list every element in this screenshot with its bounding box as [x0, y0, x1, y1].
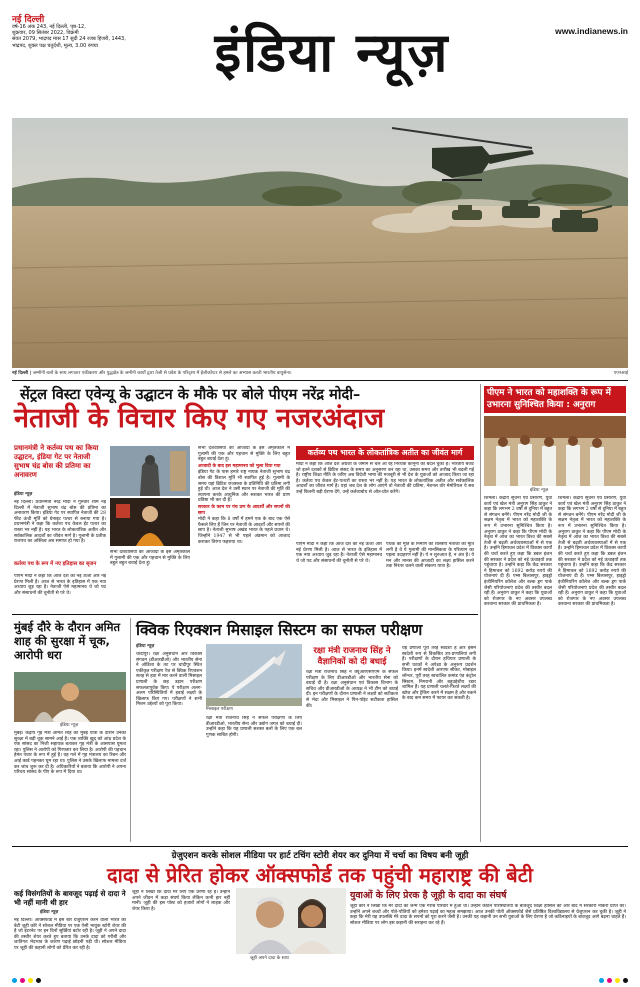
lead-body-1: नई दिल्ली। प्रधानमंत्री नरेंद्र मोदी ने गुरुवार शाम नई दिल्ली में नेताजी सुभाष चंद्र बोस की प्रतिमा का अनावरण किया। इंडिया गेट पर स्थापित नेताजी की 28 फीट ऊंची मूर्ति को ग्रेनाइट पत्थर से बनाया गया है। प्रधानमंत्री ने कहा कि कर्तव्य पथ केवल ईंट पत्थर का रास्ता भर नहीं है। यह भारत के लोकतांत्रिक अतीत और सर्वकालिक आदर्शों का जीवंत मार्ग है। गुलामी के प्रतीक राजपथ का अस्तित्व अब समाप्त हो गया है।: [14, 500, 106, 545]
reg-dot: [599, 978, 604, 983]
juhi-body: नई दिल्ली। ऑक्सफोर्ड में इस बार ग्रेजुएशन करने वाली भारत की बेटी जूही कोरे ने सोशल मीडिया पर एक ऐसी भावुक स्टोरी शेयर की है जो इंटरनेट पर इन दिनों सुर्खियां बटोर रही है। जूही ने अपने दादा की तस्वीर शेयर करते हुए बताया कि उनके दादा को गरीबी और जातिगत भेदभाव के कारण पढ़ाई छोड़नी पड़ी थी। सोशल मीडिया पर जूही की कहानी लोगों को प्रेरित कर रही है।: [14, 918, 126, 951]
missile-sidebar-body: रक्षा मंत्री राजनाथ सिंह ने क्यूआरएसएएम के सफल परीक्षण के लिए डीआरडीओ और भारतीय सेना को बधाई दी है। रक्षा अनुसंधान एवं विकास विभाग के सचिव और डीआरडीओ के अध्यक्ष ने भी टीम को बधाई दी। इन परीक्षणों के दौरान प्रणाली ने लक्ष्यों को सटीकता से भेदा और मिसाइल ने पिन-पॉइंट सटीकता हासिल की।: [306, 670, 398, 709]
quote-box-body: मोदी ने कहा कि आज देश अंग्रेजों के जमाने से चले आ रहे निरर्थक कानूनों को बदल चुका है। भारतीय बजट जो इतने दशकों से ब्रिटिश संसद के समय का अनुसरण कर रहा था, उसका समय और तारीख भी बदली गई है। राष्ट्रीय शिक्षा नीति के जरिए अब विदेशी भाषा की मजबूरी से भी देश के युवाओं को आजाद किया जा रहा है। कर्तव्य पथ केवल ईंट-पत्थरों का रास्ता भर नहीं है। यह भारत के लोकतांत्रिक अतीत और सर्वकालिक आदर्शों का जीवंत मार्ग है। यहां जब देश के लोग आएंगे तो नेताजी की प्रतिमा, नेशनल वॉर मेमोरियल ये सब उन्हें कितनी बड़ी प्रेरणा देंगे, उन्हें कर्तव्यबोध से ओत-प्रोत करेंगे।: [296, 462, 474, 495]
juhi-box-title: युवाओं के लिए प्रेरक है जूही के दादा का संघर्ष: [350, 890, 507, 901]
reg-dot: [36, 978, 41, 983]
meta-line-3: संवत 2079, भाद्रपद मास 17 सुदी 24 रजब हिजरी, 1443,: [12, 36, 126, 43]
lead-body-5: मोदी ने कहा कि 8 वर्षों में हमने एक के बाद एक ऐसे फैसले लिए हैं जिन पर नेताजी के आदर्शों और सपनों की छाप है। नेताजी सुभाष अखंड भारत के पहले प्रधान थे। जिन्होंने 1947 से भी पहले अंडमान को आजाद कराकर तिरंगा फहराया था।: [198, 517, 290, 545]
divider: [12, 380, 628, 381]
meta-line-4: भाद्रपद, शुक्ल पक्ष चतुर्दशी, मूल्य, 3.00 रुपया: [12, 42, 98, 49]
lead-photo-pm-modi: [110, 498, 190, 546]
lead-body-3: सभी देशवासियों को आजादी के इस अमृतकाल में गुलामी की एक और पहचान से मुक्ति के लिए बहुत बहुत बधाई देता हूं।: [110, 550, 190, 567]
masthead-website[interactable]: www.indianews.in: [555, 26, 628, 36]
lead-kicker: सेंट्रल विस्टा एवेन्यू के उद्घाटन के मौके पर बोले पीएम नरेंद्र मोदी–: [20, 387, 361, 403]
exercise-scene: [12, 118, 628, 368]
lead-body-3-cont: सभी देशवासियों को आजादी के इस अमृतकाल में गुलामी की एक और पहचान से मुक्ति के लिए बहुत बहुत बधाई देता हूं।: [198, 446, 290, 463]
amit-shah-photo: [14, 672, 126, 722]
column-rule: [130, 618, 131, 842]
juhi-headline: दादा से प्रेरित होकर ऑक्सफोर्ड तक पहुंची महाराष्ट्र की बेटी: [107, 863, 533, 887]
masthead-meta: [12, 24, 182, 49]
caption-text: जम्मीनी बलों के साथ लगातार एकीकरण और युद्धक्षेत्र के जमीनी कार्यों द्वारा तेजी से प्रवेश के परिदृश्य में हेलीकॉप्टर से हमले का अभ्यास करती भारतीय वायुसेना।: [32, 371, 292, 376]
amit-shah-body: मुंबई। केंद्रीय गृह मंत्री अमित शाह की मुंबई यात्रा के दौरान उनकी सुरक्षा में बड़ी चूक सामने आई है। एक व्यक्ति खुद को आंध्र प्रदेश के एक सांसद का निजी सहायक बताकर गृह मंत्री के आसपास घूमता रहा। पुलिस ने आरोपी को गिरफ्तार कर लिया है। आरोपी की पहचान हेमंत पवार के रूप में हुई है। वह गले में गृह मंत्रालय का रिबन और आई कार्ड पहनकर घूम रहा था। पुलिस ने उसके खिलाफ मामला दर्ज कर जांच शुरू कर दी है। अधिकारियों ने बताया कि आरोपी ने अपना परिचय सांसद के पीए के रूप में दिया था।: [14, 731, 126, 776]
reg-dot: [615, 978, 620, 983]
quote-box-right: पंथक की मूर्ति के निर्माण को शास्त्रीय नेताजी की मूर्ति लगी है वे ये गुलामी की मानसिकता के परित्याग का पहला उदाहरण नहीं है। ये न शुरुआत है, न अंत है। ये मन और मानस की आजादी का लक्ष्य हासिल करने तक निरंतर चलने वाली संकल्प यात्रा है।: [386, 542, 474, 570]
right-headline: पीएम ने भारत को महाशक्ति के रूप में उभारना सुनिश्चित किया : अनुराग: [484, 386, 626, 413]
missile-byline: इंडिया न्यूज़: [136, 644, 155, 649]
right-body: शिमला। केंद्रीय सूचना एवं प्रसारण, युवा कार्य एवं खेल मंत्री अनुराग सिंह ठाकुर ने कहा कि लगभग 2 वर्षों से दुनिया में बहुत से संगठन बनेंगे। पीएम नरेंद्र मोदी जी के सक्षम नेतृत्व में भारत को महाशक्ति के रूप में उभारना सुनिश्चित किया है। अनुराग ठाकुर ने कहा कि पीएम मोदी के नेतृत्व में आज का भारत विश्व की सबसे तेजी से बढ़ती अर्थव्यवस्थाओं में से एक है। उन्होंने हिमाचल प्रदेश में विकास कार्यों की चर्चा करते हुए कहा कि डबल इंजन की सरकार ने प्रदेश को नई ऊंचाइयों तक पहुंचाया है। उन्होंने कहा कि केंद्र सरकार ने हिमाचल को 1692 करोड़ रुपये की योजनाएं दी हैं। एम्स बिलासपुर, हाइड्रो इंजीनियरिंग कॉलेज और बल्क ड्रग पार्क जैसी परियोजनाएं प्रदेश की तस्वीर बदल रही हैं। अनुराग ठाकुर ने कहा कि युवाओं को रोजगार के नए अवसर उपलब्ध करवाना सरकार की प्राथमिकता है।: [484, 496, 552, 608]
reg-dot: [12, 978, 17, 983]
column-rule: [480, 618, 481, 842]
missile-launch-icon: [206, 644, 302, 706]
amit-shah-headline: मुंबई दौरे के दौरान अमित शाह की सुरक्षा में चूक, आरोपी धरा: [14, 620, 121, 662]
right-body-col2: शिमला। केंद्रीय सूचना एवं प्रसारण, युवा कार्य एवं खेल मंत्री अनुराग सिंह ठाकुर ने कहा कि लगभग 2 वर्षों से दुनिया में बहुत से संगठन बनेंगे। पीएम नरेंद्र मोदी जी के सक्षम नेतृत्व में भारत को महाशक्ति के रूप में उभारना सुनिश्चित किया है। अनुराग ठाकुर ने कहा कि पीएम मोदी के नेतृत्व में आज का भारत विश्व की सबसे तेजी से बढ़ती अर्थव्यवस्थाओं में से एक है। उन्होंने हिमाचल प्रदेश में विकास कार्यों की चर्चा करते हुए कहा कि डबल इंजन की सरकार ने प्रदेश को नई ऊंचाइयों तक पहुंचाया है। उन्होंने कहा कि केंद्र सरकार ने हिमाचल को 1692 करोड़ रुपये की योजनाएं दी हैं। एम्स बिलासपुर, हाइड्रो इंजीनियरिंग कॉलेज और बल्क ड्रग पार्क जैसी परियोजनाएं प्रदेश की तस्वीर बदल रही हैं। अनुराग ठाकुर ने कहा कि युवाओं को रोजगार के नए अवसर उपलब्ध करवाना सरकार की प्राथमिकता है।: [558, 496, 626, 608]
juhi-photo: [236, 888, 346, 954]
juhi-kicker: ग्रेजुएशन करके सोशल मीडिया पर हार्ट टचिंग स्टोरी शेयर कर दुनिया में चर्चा का विषय बनी जूही: [171, 851, 469, 861]
amit-shah-byline: इंडिया न्यूज़: [60, 723, 79, 728]
lead-subhead-2: आजादी के बाद इस महामानव को भुला दिया गया: [198, 463, 281, 469]
reg-dot: [28, 978, 33, 983]
pm-photo-icon: [110, 498, 190, 546]
juhi-deck: कई विसंगतियों के बावजूद पढ़ाई से दादा ने भी नहीं मानी थी हार: [14, 889, 126, 907]
caption-label: नई दिल्ली |: [12, 371, 32, 376]
right-photo-caption: इंडिया न्यूज़: [530, 488, 549, 493]
quote-box-title: कर्तव्य पथ भारत के लोकतांत्रिक अतीत का जीवंत मार्ग: [296, 446, 474, 460]
missile-right-body: यह प्रणाली पूरी तरह स्वदेशी है और इसमें स्वदेशी रूप से विकसित उप-प्रणालियां लगी हैं। परीक्षणों के दौरान हथियार प्रणाली के सभी घटकों ने अपेक्षा के अनुरूप प्रदर्शन किया। इनमें स्वदेशी आरएफ सीकर, मोबाइल लॉन्चर, पूरी तरह स्वचालित कमांड एंड कंट्रोल सिस्टम, निगरानी और बहुउद्देशीय रडार शामिल हैं। यह प्रणाली चलते-फिरते लक्ष्यों की खोज और ट्रैकिंग करने में सक्षम है और रुकने के बाद कम समय में फायर कर सकती है।: [402, 646, 476, 702]
photo-credit: एएनआई: [613, 371, 628, 376]
group-photo-icon: [484, 416, 626, 486]
top-photo-helicopter-exercise: [12, 118, 628, 368]
meta-line-1: वर्ष-16 अंक 243, नई दिल्ली, पृष्ठ-12,: [12, 24, 86, 30]
lead-subhead-1: कर्तव्य पथ के रूप में नए इतिहास का सृजन: [14, 561, 97, 567]
missile-headline: क्विक रिएक्शन मिसाइल सिस्टम का सफल परीक्षण: [136, 621, 423, 639]
statue-icon: [110, 446, 190, 496]
column-rule: [480, 384, 481, 620]
lead-byline: इंडिया न्यूज़: [14, 492, 33, 497]
masthead-city: नई दिल्ली: [12, 15, 45, 25]
divider: [12, 846, 628, 847]
missile-body: चांदीपुर। रक्षा अनुसंधान और विकास संगठन (डीआरडीओ) और भारतीय सेना ने ओडिशा के तट पर चांदीपुर स्थित एकीकृत परीक्षण रेंज से क्विक रिएक्शन सतह से हवा में मार करने वाली मिसाइल प्रणाली के छह उड़ान परीक्षण सफलतापूर्वक किए। ये परीक्षण अलग-अलग परिस्थितियों में हवाई लक्ष्यों के खिलाफ किए गए। परीक्षणों ने सभी मिशन उद्देश्यों को पूरा किया।: [136, 652, 202, 708]
lead-headline: नेताजी के विचार किए गए नजरअंदाज: [14, 403, 385, 434]
amit-shah-photo-icon: [14, 672, 126, 722]
divider: [12, 614, 478, 615]
lead-deck: प्रधानमंत्री ने कर्तव्य पथ का किया उद्घाटन, इंडिया गेट पर नेताजी सुभाष चंद्र बोस की प्रतिमा का अनावरण: [14, 444, 99, 479]
lead-photo-netaji-statue: [110, 446, 190, 496]
juhi-box-body: जूही कोरे ने लिखा कि मेरे दादा का जन्म एक गरीब परिवार में हुआ था। उन्होंने कठिन परिस्थितियों के बावजूद शिक्षा हासिल की और बाद में सरकारी नौकरी प्राप्त की। उन्होंने अपने बच्चों और पोते-पोतियों को हमेशा पढ़ाई का महत्व समझाया। आज उनकी पोती ऑक्सफोर्ड जैसे प्रतिष्ठित विश्वविद्यालय से ग्रेजुएशन कर चुकी है। जूही ने कहा कि मेरी यह उपलब्धि मेरे दादा के सपनों को पूरा करने जैसी है। उनकी यह कहानी उन सभी युवाओं के लिए प्रेरणा है जो कठिनाइयों के बावजूद आगे बढ़ना चाहते हैं। सोशल मीडिया पर लोग इस कहानी की सराहना कर रहे हैं।: [350, 904, 626, 926]
missile-photo: [206, 644, 302, 706]
masthead-title: इंडिया न्यूज़: [214, 21, 450, 84]
lead-body-2: पीएम मोदी ने कहा कि आज देश को नई ऊर्जा और नई प्रेरणा मिली है। आज से भारत के इतिहास में एक नया अध्याय जुड़ रहा है। नेताजी ऐसे महामानव थे जो पद और संसाधनों की चुनौती से परे थे।: [14, 574, 106, 596]
lead-body-4: [198, 446, 290, 606]
juhi-byline: इंडिया न्यूज़: [40, 910, 59, 915]
registration-marks: [12, 978, 628, 984]
reg-dot: [623, 978, 628, 983]
top-photo-caption: [12, 371, 572, 376]
juhi-photo-caption: जूही अपने दादा के साथ: [250, 956, 289, 961]
reg-dot: [20, 978, 25, 983]
meta-line-2: शुक्रवार, 09 सितंबर 2022, विक्रमी: [12, 30, 79, 37]
lead-subhead-3: सरकार के काम पर पंच प्रण के आदर्शों और सपनों की छाप: [198, 504, 290, 516]
juhi-body-col2: जूही ने लिखा कि दादा मेरे लिए एक प्रेरणा रहे हैं। उन्होंने अपने जीवन में कड़ा संघर्ष किया लेकिन कभी हार नहीं मानी। जूही की इस पोस्ट को हजारों लोगों ने लाइक और शेयर किया है।: [132, 890, 230, 912]
reg-dot: [607, 978, 612, 983]
juhi-grandfather-photo-icon: [236, 888, 346, 954]
missile-body-2: रक्षा मंत्री राजनाथ सिंह ने सफल परीक्षणों के लिए डीआरडीओ, भारतीय सेना और उद्योग जगत को बधाई दी। उन्होंने कहा कि यह प्रणाली सशस्त्र बलों के लिए एक बल गुणक साबित होगी।: [206, 716, 302, 738]
missile-sidebar-headline: रक्षा मंत्री राजनाथ सिंह ने वैज्ञानिकों को दी बधाई: [313, 646, 391, 667]
quote-box-left: पीएम मोदी ने कहा कि आज देश को नई ऊर्जा और नई प्रेरणा मिली है। आज से भारत के इतिहास में एक नया अध्याय जुड़ रहा है। नेताजी ऐसे महामानव थे जो पद और संसाधनों की चुनौती से परे थे।: [296, 542, 382, 564]
missile-photo-caption: मिसाइल परीक्षण: [206, 707, 233, 712]
lead-body-4-text: इंडिया गेट के पास हमारे राष्ट्र नायक नेताजी सुभाष चंद्र बोस की विशाल मूर्ति भी स्थापित हुई है। गुलामी के समय यहां ब्रिटिश राजसत्ता के प्रतिनिधि की प्रतिमा लगी हुई थी। आज देश ने उसी स्थान पर नेताजी की मूर्ति की स्थापना करके आधुनिक और सशक्त भारत की प्राण प्रतिष्ठा भी कर दी है।: [198, 470, 290, 504]
masthead: [12, 8, 628, 96]
right-photo-anurag-thakur: [484, 416, 626, 486]
